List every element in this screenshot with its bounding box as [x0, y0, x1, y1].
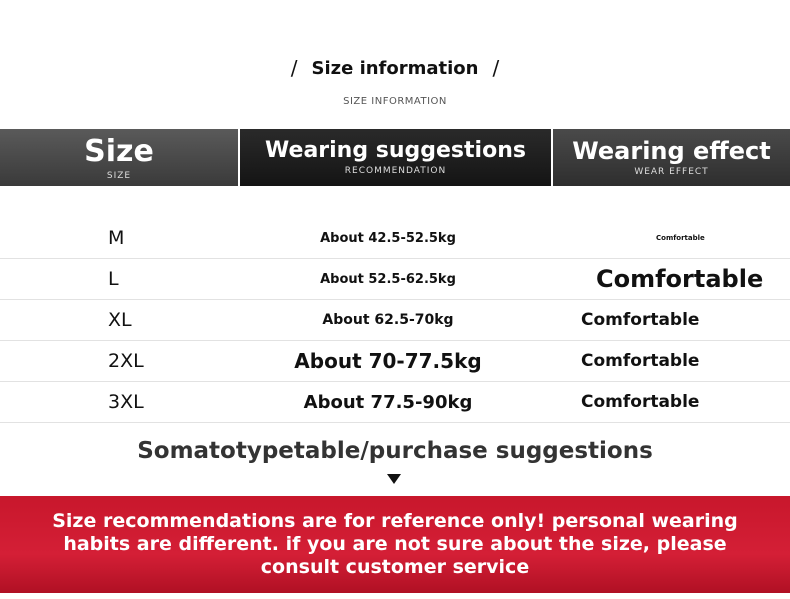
table-row [0, 218, 790, 259]
size-table [0, 218, 790, 423]
header-suggestions-label: Wearing suggestions [265, 137, 526, 163]
table-row [0, 259, 790, 300]
header-effect-label: Wearing effect [572, 136, 771, 165]
row-suggestion: About 62.5-70kg [322, 312, 454, 328]
table-row [0, 382, 790, 423]
page-subtitle: SIZE INFORMATION [343, 96, 447, 107]
row-effect: Comfortable [581, 310, 700, 330]
row-effect: Comfortable [581, 351, 700, 371]
triangle-down-icon [387, 474, 401, 484]
table-row [0, 341, 790, 382]
row-size: 3XL [108, 391, 144, 413]
size-information-title [0, 56, 790, 107]
title-row [0, 56, 790, 80]
row-suggestion: About 52.5-62.5kg [320, 271, 456, 287]
header-effect [553, 129, 790, 186]
row-effect: Comfortable [581, 392, 700, 412]
header-suggestions [240, 129, 553, 186]
row-size: L [108, 268, 119, 290]
purchase-suggestions-heading: Somatotypetable/purchase suggestions [137, 438, 653, 464]
title-right-slash: / [492, 56, 500, 80]
header-size-label: Size [84, 133, 154, 169]
table-header [0, 129, 790, 186]
header-suggestions-sublabel: RECOMMENDATION [344, 166, 447, 177]
row-size: XL [108, 309, 132, 331]
header-size [0, 129, 240, 186]
row-suggestion: About 77.5-90kg [303, 391, 473, 413]
table-row [0, 300, 790, 341]
row-size: 2XL [108, 350, 144, 372]
header-effect-sublabel: WEAR EFFECT [634, 167, 709, 178]
row-suggestion: About 42.5-52.5kg [320, 230, 456, 246]
page-title: Size information [311, 57, 479, 79]
row-effect: Comfortable [596, 265, 764, 293]
reference-banner [0, 496, 790, 593]
row-suggestion: About 70-77.5kg [294, 349, 482, 373]
header-size-sublabel: SIZE [106, 170, 132, 181]
title-left-slash: / [290, 56, 298, 80]
row-effect: Comfortable [656, 234, 705, 242]
banner-text: Size recommendations are for reference only! personal wearing habits are different. if you are not sure about the size, please consult customer service [52, 510, 738, 578]
row-size: M [108, 227, 125, 249]
